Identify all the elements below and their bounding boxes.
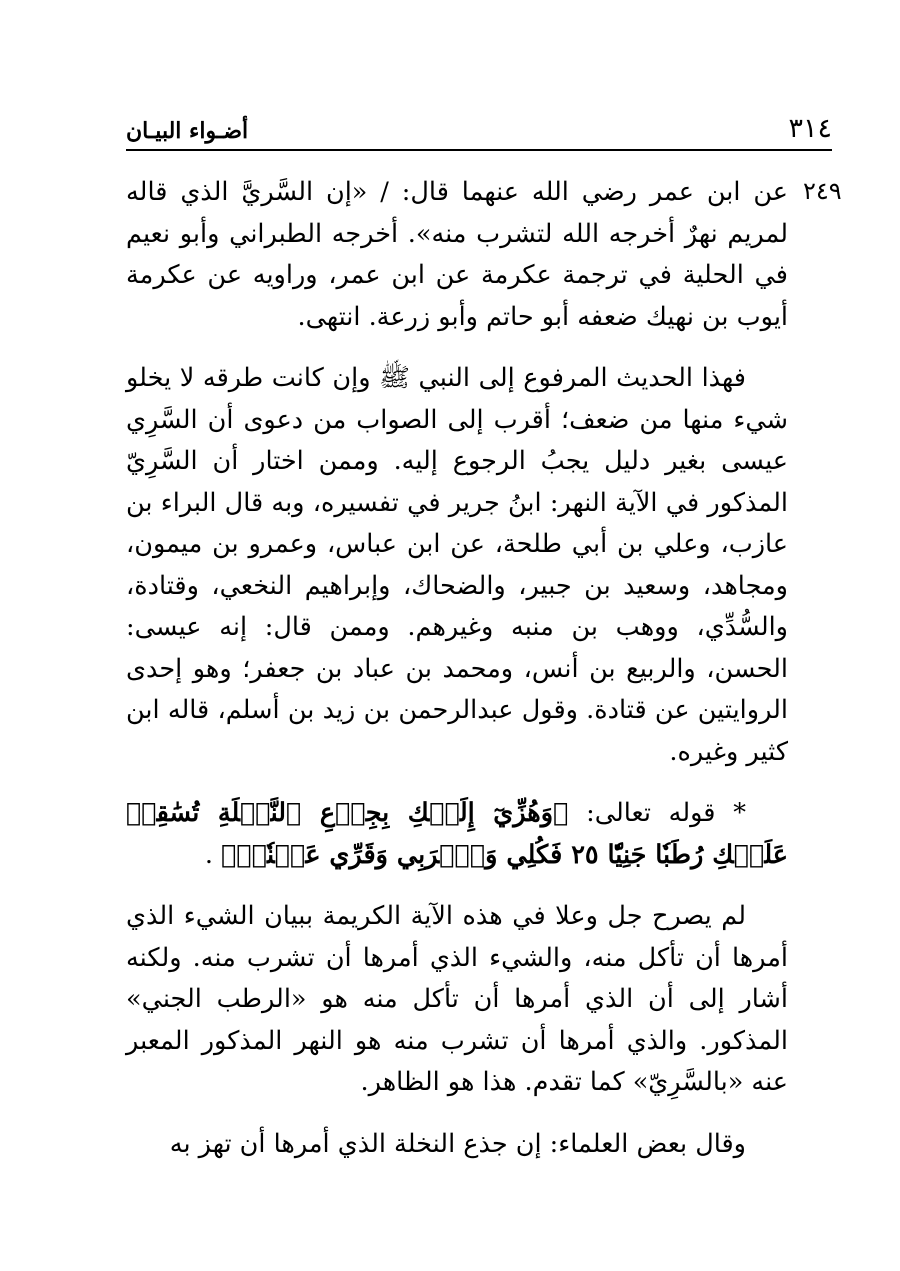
page-header [126, 112, 832, 152]
paragraph-hadith: عن ابن عمر رضي الله عنهما قال: / «إن السَّريَّ الذي قاله لمريم نهرٌ أخرجه الله لتشرب منه». أخرجه الطبراني وأبو نعيم في الحلية في ترجمة عكرمة عن ابن عمر، وراويه عن عكرمة أيوب بن نهيك ضعفه أبو حاتم وأبو زرعة. انتهى. [126, 177, 788, 332]
page-body [126, 172, 788, 1165]
paragraph-discussion: فهذا الحديث المرفوع إلى النبي ﷺ وإن كانت طرقه لا يخلو شيء منها من ضعف؛ أقرب إلى الصواب من دعوى أن السَّرِي عيسى بغير دليل يجبُ الرجوع إليه. وممن اختار أن السَّرِيّ المذكور في الآية النهر: ابنُ جرير في تفسيره، وبه قال البراء بن عازب، وعلي بن أبي طلحة، عن ابن عباس، وعمرو بن ميمون، ومجاهد، وسعيد بن جبير، والضحاك، وإبراهيم النخعي، وقتادة، والسُّدِّي، ووهب بن منبه وغيرهم. وممن قال: إنه عيسى: الحسن، والربيع بن أنس، ومحمد بن عباد بن جعفر؛ وهو إحدى الروايتين عن قتادة. وقول عبدالرحمن بن زيد بن أسلم، قاله ابن كثير وغيره. [126, 363, 788, 767]
verse-intro: * قوله تعالى: [568, 798, 746, 828]
paragraph-explanation: لم يصرح جل وعلا في هذه الآية الكريمة ببيان الشيء الذي أمرها أن تأكل منه، والشيء الذي أمرها أن تشرب منه. ولكنه أشار إلى أن الذي أمرها أن تأكل منه هو «الرطب الجني» المذكور. والذي أمرها أن تشرب منه هو النهر المذكور المعبر عنه «بالسَّرِيّ» كما تقدم. هذا هو الظاهر. [126, 901, 788, 1097]
margin-reference-number: ٢٤٩ [803, 177, 842, 205]
verse-end: . [204, 839, 222, 870]
header-rule [126, 149, 832, 151]
quran-verse: ﴿وَهُزِّيٓ إِلَيۡكِ بِجِذۡعِ ٱلنَّخۡلَةِ تُسَٰقِطۡ عَلَيۡكِ رُطَبٗا جَنِيّٗا ٢٥ فَكُلِي وَٱشۡرَبِي وَقَرِّي عَيۡنٗاۖ﴾ [126, 798, 788, 870]
paragraph-verse [126, 793, 788, 876]
paragraph-continuation: وقال بعض العلماء: إن جذع النخلة الذي أمرها أن تهز به [169, 1128, 746, 1159]
book-title: أضـواء البيـان [126, 118, 249, 144]
page-number: ٣١٤ [788, 113, 832, 144]
